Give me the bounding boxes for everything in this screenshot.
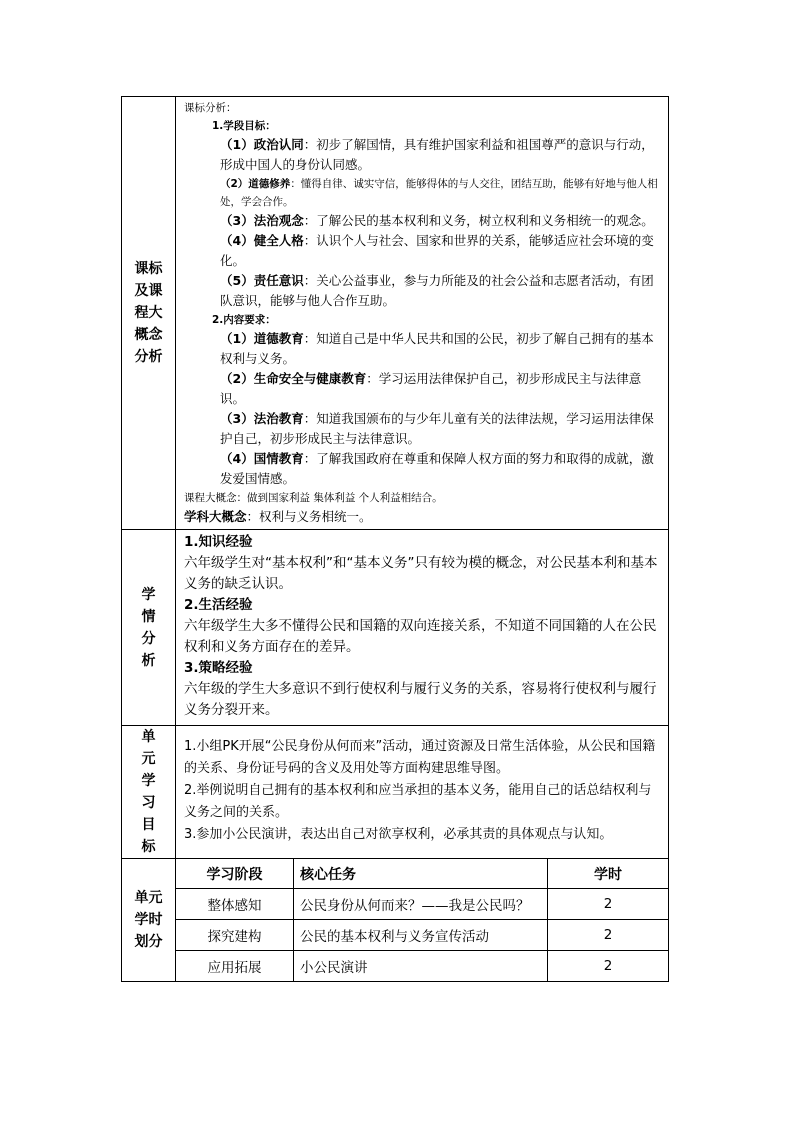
requirement-key: （4）国情教育 <box>220 451 304 466</box>
objectives-row <box>122 726 669 859</box>
label-line: 分析 <box>134 349 163 365</box>
task-cell: 公民的基本权利与义务宣传活动 <box>294 920 548 951</box>
learner-item-text: 六年级学生对“基本权利”和“基本义务”只有较为模的概念，对公民基本利和基本义务的缺乏认识。 <box>184 555 658 592</box>
schedule-content <box>176 859 669 982</box>
label-line: 标 <box>141 839 156 855</box>
objective-item: 1.小组PK开展“公民身份从何而来”活动，通过资源及日常生活体验，从公民和国籍的关系、身份证号码的含义及用处等方面构建思维导图。 <box>184 739 656 776</box>
requirement-text: ：了解我国政府在尊重和保障人权方面的努力和取得的成就，激发爱国情感。 <box>220 451 654 486</box>
task-cell: 小公民演讲 <box>294 951 548 982</box>
learners-row <box>122 530 669 726</box>
learner-item-title: 1.知识经验 <box>184 534 253 550</box>
table-row <box>176 889 668 920</box>
goal-item <box>184 271 660 311</box>
label-line: 习 <box>141 795 156 811</box>
goal-key: （5）责任意识 <box>220 273 304 288</box>
requirement-text: ：知道自己是中华人民共和国的公民，初步了解自己拥有的基本权利与义务。 <box>220 331 654 366</box>
curriculum-content <box>176 97 669 530</box>
requirement-key: （3）法治教育 <box>220 411 304 426</box>
learner-item-text: 六年级学生大多不懂得公民和国籍的双向连接关系，不知道不同国籍的人在公民权利和义务方面存在的差异。 <box>184 618 657 655</box>
label-line: 单元 <box>134 890 163 906</box>
header-hours: 学时 <box>548 859 669 889</box>
learner-item-title: 3.策略经验 <box>184 660 253 676</box>
objectives-content <box>176 726 669 859</box>
learners-label <box>122 530 176 726</box>
objective-item: 2.举例说明自己拥有的基本权利和应当承担的基本义务，能用自己的话总结权利与义务之间的关系。 <box>184 783 652 820</box>
stage-cell: 应用拓展 <box>176 951 294 982</box>
label-line: 析 <box>141 652 156 669</box>
goal-item <box>184 231 660 271</box>
goal-key: （4）健全人格 <box>220 233 304 248</box>
goal-text: ：懂得自律、诚实守信，能够得体的与人交往，团结互助，能够有好地与他人相处，学会合作。 <box>220 178 658 208</box>
label-line: 分 <box>141 630 156 647</box>
table-row <box>176 920 668 951</box>
goal-key: （1）政治认同 <box>220 137 304 152</box>
goal-text: ：认识个人与社会、国家和世界的关系，能够适应社会环境的变化。 <box>220 233 654 268</box>
course-concept: 课程大概念：做到国家利益 集体利益 个人利益相结合。 <box>184 492 443 504</box>
objectives-label <box>122 726 176 859</box>
schedule-header-row <box>176 859 668 889</box>
stage-goal-title: 1.学段目标： <box>212 120 276 132</box>
label-line: 学 <box>141 586 156 603</box>
goal-text: ：初步了解国情，具有维护国家利益和祖国尊严的意识与行动，形成中国人的身份认同感。 <box>220 137 654 172</box>
label-line: 程大 <box>134 305 163 321</box>
label-line: 学 <box>141 773 156 789</box>
label-line: 概念 <box>134 327 163 343</box>
learners-content <box>176 530 669 726</box>
stage-cell: 探究建构 <box>176 920 294 951</box>
goal-item <box>184 211 660 231</box>
requirement-item <box>184 329 660 369</box>
requirement-item <box>184 449 660 489</box>
learner-item-text: 六年级的学生大多意识不到行使权利与履行义务的关系，容易将行使权利与履行义务分裂开来。 <box>184 681 657 718</box>
hours-cell: 2 <box>548 951 669 982</box>
hours-cell: 2 <box>548 889 669 920</box>
requirement-text: ：学习运用法律保护自己，初步形成民主与法律意识。 <box>220 371 642 406</box>
curriculum-row <box>122 97 669 530</box>
goal-text: ：了解公民的基本权利和义务，树立权利和义务相统一的观念。 <box>303 213 654 228</box>
label-line: 学时 <box>134 912 163 928</box>
goal-item <box>184 135 660 175</box>
header-task: 核心任务 <box>294 859 548 889</box>
subject-concept <box>184 507 660 527</box>
label-line: 目 <box>141 817 156 833</box>
header-stage: 学习阶段 <box>176 859 294 889</box>
label-line: 单 <box>141 729 156 745</box>
task-cell: 公民身份从何而来？——我是公民吗？ <box>294 889 548 920</box>
label-line: 元 <box>141 751 156 767</box>
content-req-title: 2.内容要求： <box>212 314 276 326</box>
learner-item-title: 2.生活经验 <box>184 597 253 613</box>
label-line: 情 <box>141 608 156 625</box>
subject-concept-key: 学科大概念 <box>184 509 247 524</box>
hours-cell: 2 <box>548 920 669 951</box>
schedule-table <box>176 859 668 981</box>
requirement-text: ：知道我国颁布的与少年儿童有关的法律法规，学习运用法律保护自己，初步形成民主与法律意识。 <box>220 411 654 446</box>
table-row <box>176 951 668 982</box>
label-line: 划分 <box>134 934 163 950</box>
unit-plan-table <box>121 96 669 982</box>
goal-key: （3）法治观念 <box>220 213 304 228</box>
goal-key: （2）道德修养 <box>220 178 291 190</box>
requirement-key: （2）生命安全与健康教育 <box>220 371 367 386</box>
stage-cell: 整体感知 <box>176 889 294 920</box>
goal-item <box>184 175 660 211</box>
goal-text: ：关心公益事业，参与力所能及的社会公益和志愿者活动，有团队意识，能够与他人合作互助。 <box>220 273 654 308</box>
curriculum-label <box>122 97 176 530</box>
curriculum-heading: 课标分析： <box>184 102 237 114</box>
label-line: 及课 <box>134 283 163 299</box>
requirement-key: （1）道德教育 <box>220 331 304 346</box>
label-line: 课标 <box>134 261 163 277</box>
subject-concept-text: ：权利与义务相统一。 <box>246 509 372 524</box>
schedule-row <box>122 859 669 982</box>
requirement-item <box>184 369 660 409</box>
requirement-item <box>184 409 660 449</box>
objective-item: 3.参加小公民演讲，表达出自己对欲享权利，必承其责的具体观点与认知。 <box>184 827 613 842</box>
schedule-label <box>122 859 176 982</box>
